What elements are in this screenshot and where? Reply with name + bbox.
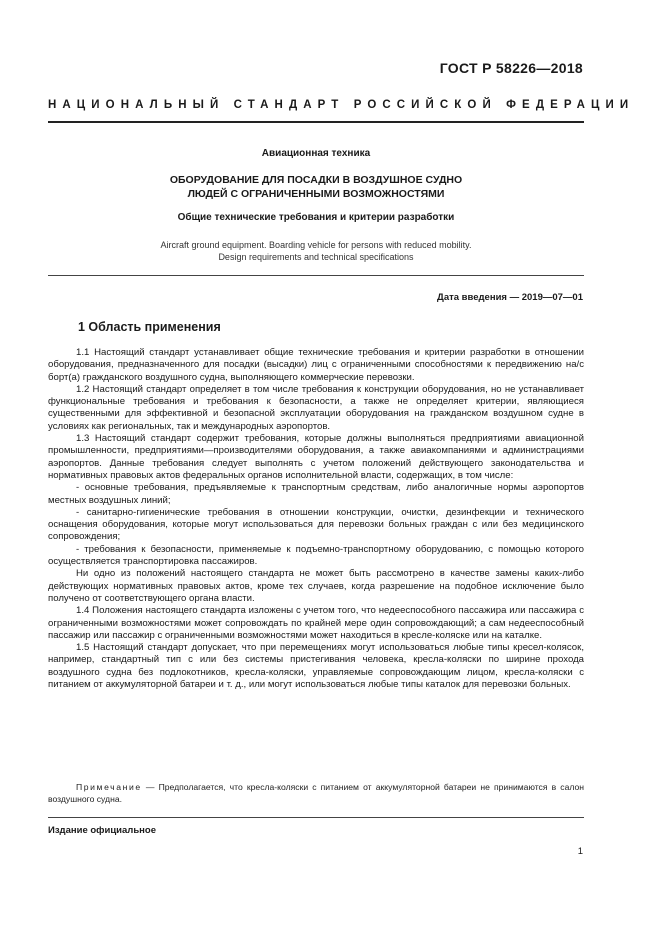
paragraph: 1.1 Настоящий стандарт устанавливает общие технические требования и критерии разработки в отношении оборудования, предназначенного для посадки (высадки) лиц с ограниченными способностями к передвижению на/с борт(а) гражданского воздушного судна, выполняющего коммерческие перевозки. xyxy=(48,347,584,383)
intro-date: Дата введения — 2019—07—01 xyxy=(437,292,583,303)
national-standard-heading: НАЦИОНАЛЬНЫЙ СТАНДАРТ РОССИЙСКОЙ ФЕДЕРАЦИИ xyxy=(48,99,635,111)
official-edition-label: Издание официальное xyxy=(48,825,156,836)
english-title-line: Design requirements and technical specifications xyxy=(218,252,414,262)
paragraph: 1.2 Настоящий стандарт определяет в том числе требования к конструкции оборудования, но не устанавливает функциональные требования и требования к безопасности, а также не определяет критерии, являющиеся существенными для эффективной и безопасной эксплуатации оборудования на гражданском воздушном судне в условиях как региональных, так и международных аэропортов. xyxy=(48,383,584,432)
document-title-line: ЛЮДЕЙ С ОГРАНИЧЕННЫМИ ВОЗМОЖНОСТЯМИ xyxy=(187,188,445,200)
paragraph: Ни одно из положений настоящего стандарта не может быть рассмотрено в качестве замены каких-либо действующих нормативных правовых актов, кроме тех случаев, когда разрешение на подобное исключение было получено от соответствующего органа власти. xyxy=(48,568,584,604)
english-title xyxy=(48,239,584,263)
field-title: Авиационная техника xyxy=(261,148,371,159)
footer-rule xyxy=(48,817,584,818)
paragraph: 1.3 Настоящий стандарт содержит требования, которые должны выполняться предприятиями авиационной промышленности, предприятиями—производителями оборудования, а также авиакомпаниями и администрациями аэропортов. Данные требования следует выполнять с учетом положений действующего законодательства и нормативных правовых актов федеральных органов исполнительной власти, содержащих, в том числе: xyxy=(48,433,584,481)
section-body xyxy=(48,347,584,691)
document-title xyxy=(48,173,584,201)
paragraph: 1.4 Положения настоящего стандарта изложены с учетом того, что недееспособного пассажира или пассажира с ограниченными возможностями может сопровождать по крайней мере один сопровождающий; а сам недееспособный пассажир или пассажир с ограниченными возможностями может находиться в кресле-коляске или на каталке. xyxy=(48,605,584,641)
note-paragraph xyxy=(48,782,584,805)
note-text: — Предполагается, что кресла-коляски с питанием от аккумуляторной батареи не принимаются в салон воздушного судна. xyxy=(48,782,584,804)
list-item: - санитарно-гигиенические требования в отношении конструкции, очистки, дезинфекции и технического оснащения оборудования, которые могут использоваться для перевозки больных граждан с или без медицинского сопровождения; xyxy=(48,506,584,543)
document-title-line: ОБОРУДОВАНИЕ ДЛЯ ПОСАДКИ В ВОЗДУШНОЕ СУДНО xyxy=(169,174,463,186)
page-number: 1 xyxy=(577,846,583,857)
header-rule xyxy=(48,121,584,123)
section-heading: 1 Область применения xyxy=(78,320,221,334)
gost-number: ГОСТ Р 58226—2018 xyxy=(439,60,583,76)
list-item: - требования к безопасности, применяемые к подъемно-транспортному оборудованию, с помощью которого осуществляется транспортировка пассажиров. xyxy=(48,543,584,568)
note-label: Примечание xyxy=(76,782,142,792)
title-divider xyxy=(48,275,584,276)
list-item: - основные требования, предъявляемые к транспортным средствам, либо аналогичные нормы аэропортов местных воздушных линий; xyxy=(48,482,584,506)
paragraph: 1.5 Настоящий стандарт допускает, что при перемещениях могут использоваться любые типы кресел-колясок, например, стандартный тип с или без системы пристегивания человека, кресла-коляски по ширине прохода воздушного судна без подлокотников, кресла-коляски, управляемые сопровождающим лицом, кресла-коляски с питанием от аккумуляторной батареи и т. д., или могут использоваться любые типы каталок для перевозки больных. xyxy=(48,642,584,691)
document-subtitle: Общие технические требования и критерии разработки xyxy=(177,212,455,223)
note xyxy=(48,782,584,805)
english-title-line: Aircraft ground equipment. Boarding vehicle for persons with reduced mobility. xyxy=(160,240,472,250)
